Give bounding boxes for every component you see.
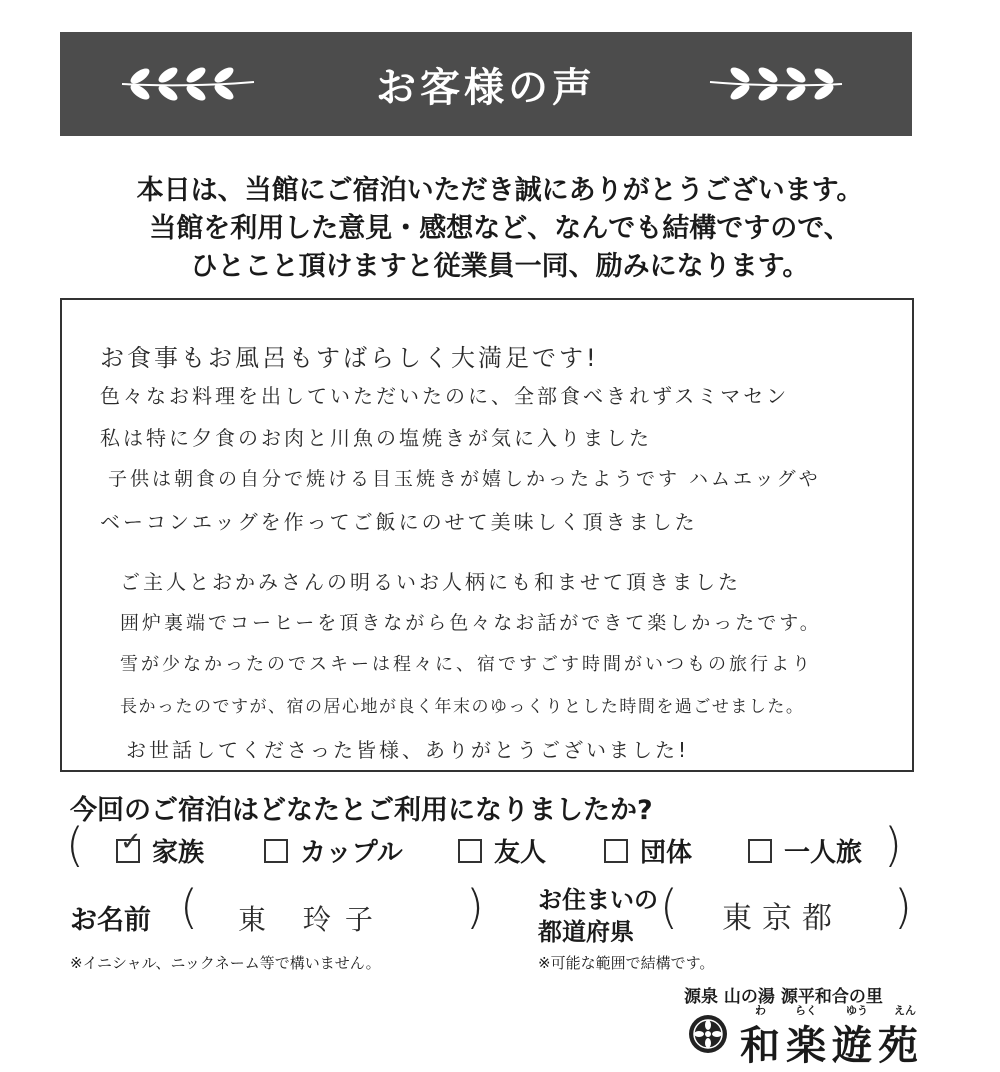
option-label: 一人旅 bbox=[784, 838, 863, 868]
name-value[interactable]: 東 玲子 bbox=[238, 903, 387, 936]
checkbox[interactable] bbox=[748, 839, 772, 863]
option-label: 団体 bbox=[640, 838, 693, 868]
option-friend[interactable] bbox=[458, 832, 546, 869]
prefecture-label-line1: お住まいの bbox=[538, 886, 658, 914]
option-label: カップル bbox=[300, 838, 403, 868]
close-paren: ) bbox=[884, 818, 902, 872]
name-note: ※イニシャル、ニックネーム等で構いません。 bbox=[70, 954, 381, 972]
option-label: 家族 bbox=[152, 838, 205, 868]
open-paren: ( bbox=[180, 880, 198, 934]
message-line: 色々なお料理を出していただいたのに、全部食べきれずスミマセン bbox=[100, 384, 790, 408]
option-label: 友人 bbox=[494, 838, 547, 868]
intro-line-2: 当館を利用した意見・感想など、なんでも結構ですので、 bbox=[149, 213, 851, 244]
family-crest-icon bbox=[688, 1014, 728, 1054]
leaf-sprig-right-icon bbox=[706, 62, 846, 102]
message-line: 囲炉裏端でコーヒーを頂きながら色々なお話ができて楽しかったです。 bbox=[120, 612, 822, 634]
brand-name: 和楽遊苑 bbox=[740, 1022, 924, 1069]
message-line: お世話してくださった皆様、ありがとうございました! bbox=[126, 738, 690, 762]
message-line: ベーコンエッグを作ってご飯にのせて美味しく頂きました bbox=[100, 510, 698, 534]
brand-ruby: わ bbox=[755, 1004, 766, 1017]
companion-question: 今回のご宿泊はどなたとご利用になりましたか? bbox=[70, 795, 653, 826]
option-solo[interactable] bbox=[748, 832, 862, 869]
open-paren: ( bbox=[66, 818, 84, 872]
leaf-sprig-left-icon bbox=[118, 62, 258, 102]
open-paren: ( bbox=[660, 880, 678, 934]
message-line: ご主人とおかみさんの明るいお人柄にも和ませて頂きました bbox=[120, 570, 741, 594]
message-box bbox=[60, 298, 914, 772]
close-paren: ) bbox=[894, 880, 912, 934]
checkbox-checked[interactable] bbox=[116, 826, 142, 863]
intro-line-3: ひとこと頂けますと従業員一同、励みになります。 bbox=[190, 251, 810, 282]
checkmark-icon: ✓ bbox=[120, 826, 142, 857]
message-line: 私は特に夕食のお肉と川魚の塩焼きが気に入りました bbox=[100, 426, 652, 450]
checkbox[interactable] bbox=[604, 839, 628, 863]
brand-ruby: ゆう bbox=[846, 1004, 868, 1017]
checkbox[interactable] bbox=[264, 839, 288, 863]
prefecture-value[interactable]: 東京都 bbox=[722, 901, 842, 936]
brand-subtitle: 源泉 山の湯 源平和合の里 bbox=[684, 987, 883, 1007]
close-paren: ) bbox=[466, 880, 484, 934]
intro-line-1: 本日は、当館にご宿泊いただき誠にありがとうございます。 bbox=[136, 175, 864, 206]
prefecture-label-line2: 都道府県 bbox=[538, 918, 634, 946]
prefecture-note: ※可能な範囲で結構です。 bbox=[538, 954, 715, 972]
brand-ruby: らく bbox=[795, 1004, 817, 1017]
option-couple[interactable] bbox=[264, 832, 403, 869]
message-line: 長かったのですが、宿の居心地が良く年末のゆっくりとした時間を過ごせました。 bbox=[120, 697, 805, 717]
message-line: お食事もお風呂もすばらしく大満足です! bbox=[100, 344, 599, 372]
option-family[interactable] bbox=[116, 826, 205, 869]
name-label: お名前 bbox=[70, 905, 151, 936]
brand-ruby: えん bbox=[894, 1004, 916, 1017]
option-group[interactable] bbox=[604, 832, 692, 869]
checkbox[interactable] bbox=[458, 839, 482, 863]
message-line: 雪が少なかったのでスキーは程々に、宿ですごす時間がいつもの旅行より bbox=[120, 654, 813, 675]
page-title: お客様の声 bbox=[376, 65, 596, 111]
message-line: 子供は朝食の自分で焼ける目玉焼きが嬉しかったようです ハムエッグや bbox=[108, 468, 821, 490]
